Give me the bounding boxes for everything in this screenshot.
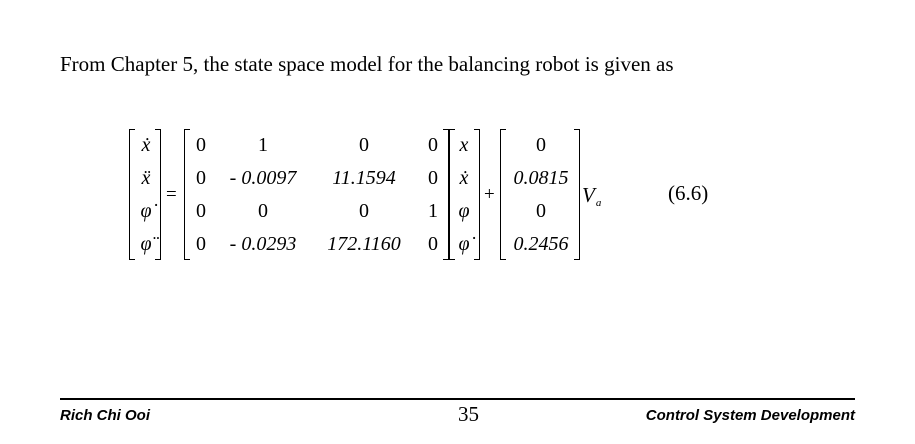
- matrix-a-cell: 0: [196, 200, 206, 222]
- state-left-bracket: [449, 129, 455, 260]
- page-number: 35: [458, 402, 479, 426]
- matrix-a-cell: - 0.0293: [229, 233, 297, 255]
- footer-chapter-title: Control System Development: [645, 407, 855, 424]
- equals-sign: =: [166, 184, 177, 205]
- matrix-a-cell: 0: [196, 167, 206, 189]
- input-subscript: a: [595, 197, 602, 209]
- state-entry: φ: [458, 200, 470, 222]
- state-entry: ẋ: [459, 167, 469, 189]
- matrix-b-cell: 0.2456: [513, 233, 569, 255]
- input-symbol: V: [582, 183, 595, 207]
- lhs-entry: φ̈: [140, 233, 152, 255]
- footer-author: Rich Chi Ooi: [60, 407, 150, 424]
- matrix-a-cell: 0: [359, 134, 369, 156]
- matrix-a-cell: 0: [359, 200, 369, 222]
- matrix-a-cell: 0: [428, 167, 438, 189]
- matrix-b-cell: 0: [536, 200, 546, 222]
- input-voltage: [582, 183, 601, 208]
- intro-paragraph: From Chapter 5, the state space model for the balancing robot is given as: [60, 52, 674, 76]
- footer-divider: [60, 398, 855, 400]
- lhs-entry: ẍ: [141, 167, 151, 189]
- matrix-b-left-bracket: [500, 129, 506, 260]
- matrix-b-right-bracket: [574, 129, 580, 260]
- matrix-a-cell: 11.1594: [332, 167, 396, 189]
- state-entry: φ̇: [458, 233, 470, 255]
- lhs-left-bracket: [129, 129, 135, 260]
- state-entry: x: [459, 134, 469, 156]
- lhs-entry: φ̇: [140, 200, 152, 222]
- plus-sign: +: [484, 184, 495, 205]
- matrix-a-cell: 0: [196, 134, 206, 156]
- matrix-a-cell: 0: [258, 200, 268, 222]
- matrix-b-cell: 0.0815: [513, 167, 569, 189]
- state-right-bracket: [474, 129, 480, 260]
- matrix-a-cell: 0: [428, 233, 438, 255]
- matrix-a-cell: 0: [428, 134, 438, 156]
- lhs-right-bracket: [155, 129, 161, 260]
- matrix-a-cell: - 0.0097: [229, 167, 297, 189]
- matrix-b-cell: 0: [536, 134, 546, 156]
- equation-number: (6.6): [668, 181, 709, 205]
- matrix-a-left-bracket: [184, 129, 190, 260]
- matrix-a-cell: 0: [196, 233, 206, 255]
- matrix-a-cell: 1: [258, 134, 268, 156]
- matrix-a-cell: 172.1160: [327, 233, 401, 255]
- matrix-a-cell: 1: [428, 200, 438, 222]
- lhs-entry: ẋ: [141, 134, 151, 156]
